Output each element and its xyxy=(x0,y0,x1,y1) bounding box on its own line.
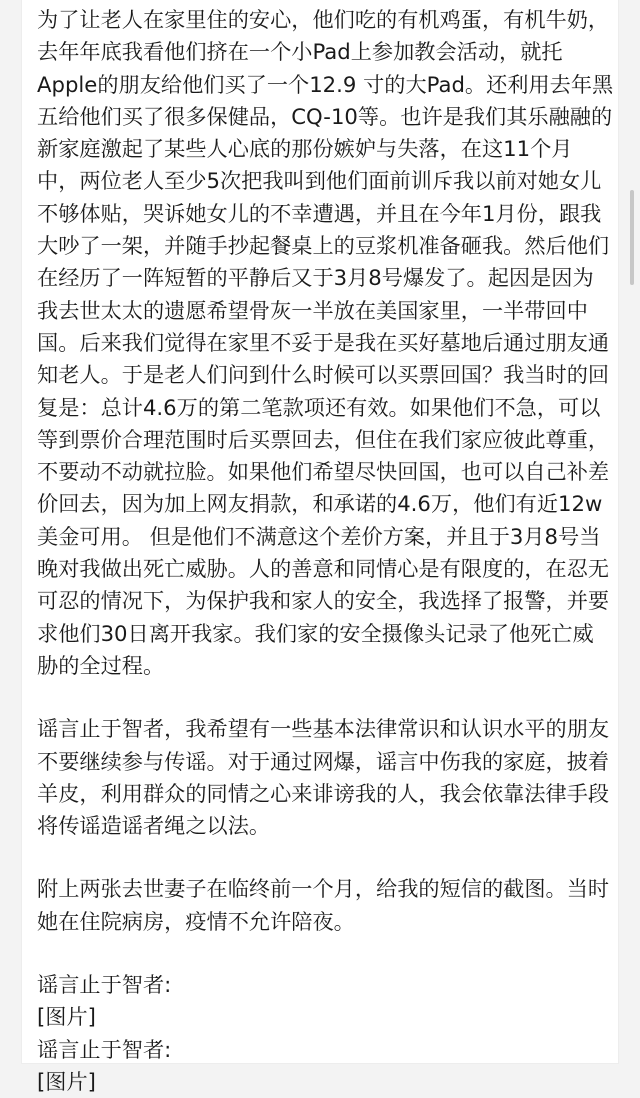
text-line: 知老人。于是老人们问到什么时候可以买票回国？我当时的回 xyxy=(37,362,610,388)
text-line: 可忍的情况下，为保护我和家人的安全，我选择了报警，并要 xyxy=(37,588,610,614)
paragraph-1 xyxy=(37,4,614,682)
text-line: 求他们30日离开我家。我们家的安全摄像头记录了他死亡威 xyxy=(37,620,594,646)
text-line: 谣言止于智者: xyxy=(37,972,172,998)
image-placeholder: [图片] xyxy=(37,1004,96,1030)
text-line: Apple的朋友给他们买了一个12.9 寸的大Pad。还利用去年黑 xyxy=(37,71,614,97)
text-line: 为了让老人在家里住的安心，他们吃的有机鸡蛋，有机牛奶， xyxy=(37,7,610,32)
text-line: 在经历了一阵短暂的平静后又于3月8号爆发了。起因是因为 xyxy=(37,265,594,291)
text-line: 五给他们买了很多保健品，CQ-10等。也许是我们其乐融融的 xyxy=(37,103,613,129)
text-line: 新家庭激起了某些人心底的那份嫉妒与失落，在这11个月 xyxy=(37,136,573,162)
paragraph-4 xyxy=(37,969,609,1098)
text-line: 羊皮，利用群众的同情之心来诽谤我的人，我会依靠法律手段 xyxy=(37,780,610,806)
paragraph-2 xyxy=(37,713,609,842)
text-line: 国。后来我们觉得在家里不妥于是我在买好墓地后通过朋友通 xyxy=(37,329,610,355)
text-line: 将传谣造谣者绳之以法。 xyxy=(37,813,271,839)
text-line: 大吵了一架，并随手抄起餐桌上的豆浆机准备砸我。然后他们 xyxy=(37,233,610,259)
text-line: 等到票价合理范围时后买票回去，但住在我们家应彼此尊重， xyxy=(37,426,610,452)
text-line: 她在住院病房，疫情不允许陪夜。 xyxy=(37,908,355,934)
text-line: 复是：总计4.6万的第二笔款项还有效。如果他们不急，可以 xyxy=(37,394,601,420)
article-body xyxy=(37,4,614,1098)
image-placeholder: [图片] xyxy=(37,1068,96,1094)
paragraph-3 xyxy=(37,873,609,938)
text-line: 价回去，因为加上网友捐款，和承诺的4.6万，他们有近12w xyxy=(37,491,603,517)
text-line: 我去世太太的遗愿希望骨灰一半放在美国家里，一半带回中 xyxy=(37,297,588,323)
text-line: 谣言止于智者: xyxy=(37,1036,172,1062)
text-line: 晚对我做出死亡威胁。人的善意和同情心是有限度的，在忍无 xyxy=(37,556,610,582)
text-line: 不要动不动就拉脸。如果他们希望尽快回国，也可以自己补差 xyxy=(37,459,610,485)
paragraph-spacer xyxy=(37,682,609,713)
paragraph-spacer xyxy=(37,938,609,969)
text-line: 美金可用。 但是他们不满意这个差价方案，并且于3月8号当 xyxy=(37,523,601,549)
text-line: 不要继续参与传谣。对于通过网爆，谣言中伤我的家庭，披着 xyxy=(37,748,610,774)
text-line: 附上两张去世妻子在临终前一个月，给我的短信的截图。当时 xyxy=(37,876,610,902)
scrollbar[interactable] xyxy=(630,190,634,285)
document-page xyxy=(22,0,618,1094)
paragraph-spacer xyxy=(37,842,609,873)
text-line: 谣言止于智者，我希望有一些基本法律常识和认识水平的朋友 xyxy=(37,716,610,742)
text-line: 中，两位老人至少5次把我叫到他们面前训斥我以前对她女儿 xyxy=(37,168,602,194)
text-line: 不够体贴，哭诉她女儿的不幸遭遇，并且在今年1月份，跟我 xyxy=(37,200,602,226)
text-line: 胁的全过程。 xyxy=(37,652,165,678)
text-line: 去年年底我看他们挤在一个小Pad上参加教会活动，就托 xyxy=(37,39,563,65)
